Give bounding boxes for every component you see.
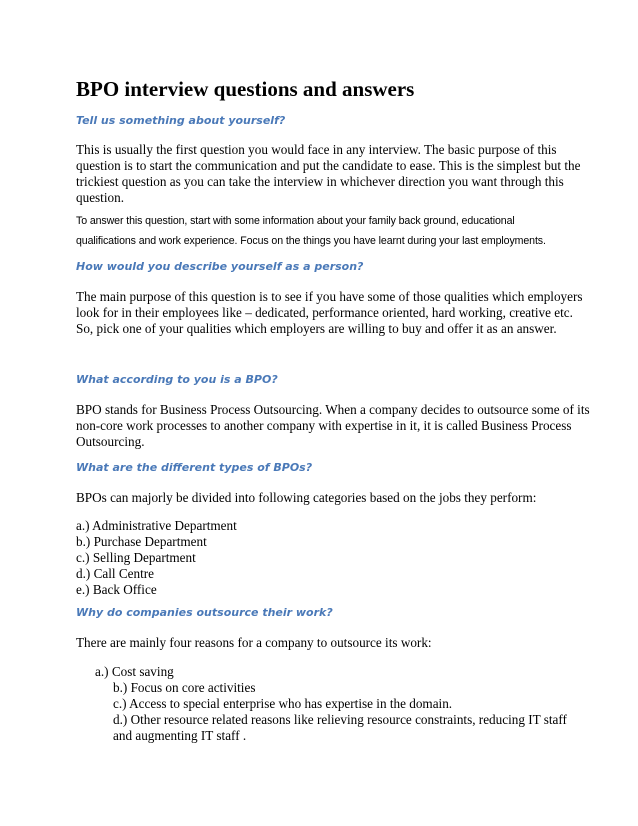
list-item: a.) Cost saving: [95, 664, 174, 679]
text-line: BPOs can majorly be divided into following categories based on the jobs they perform:: [76, 490, 537, 505]
text-line: Outsourcing.: [76, 434, 145, 449]
list-item: and augmenting IT staff .: [113, 728, 247, 743]
text-line: question is to start the communication and put the candidate to ease. This is the simplest but the: [76, 158, 581, 173]
list-item: b.) Focus on core activities: [113, 680, 256, 695]
text-line: BPO stands for Business Process Outsourcing. When a company decides to outsource some of its: [76, 402, 590, 417]
answer-paragraph: [76, 289, 583, 337]
list-item: a.) Administrative Department: [76, 518, 237, 533]
text-line: The main purpose of this question is to see if you have some of those qualities which employers: [76, 289, 583, 304]
list-item: d.) Other resource related reasons like relieving resource constraints, reducing IT staff: [113, 712, 567, 727]
list-item: e.) Back Office: [76, 582, 157, 597]
text-line: question.: [76, 190, 124, 205]
answer-paragraph: [76, 211, 576, 251]
text-line: trickiest question as you can take the interview in whichever direction you want through this: [76, 174, 564, 189]
question-heading: What according to you is a BPO?: [76, 373, 278, 386]
question-heading: What are the different types of BPOs?: [76, 461, 313, 474]
text-line: This is usually the first question you would face in any interview. The basic purpose of this: [76, 142, 557, 157]
question-heading: Tell us something about yourself?: [76, 114, 286, 127]
text-line: To answer this question, start with some information about your family back ground, educational: [76, 215, 515, 227]
answer-paragraph: [76, 635, 576, 651]
page-title: BPO interview questions and answers: [76, 77, 415, 101]
text-line: There are mainly four reasons for a company to outsource its work:: [76, 635, 432, 650]
question-heading: Why do companies outsource their work?: [76, 606, 333, 619]
list-item: b.) Purchase Department: [76, 534, 207, 549]
answer-paragraph: [76, 402, 590, 450]
types-list: [76, 518, 576, 598]
reasons-list: [76, 664, 576, 744]
text-line: non-core work processes to another company with expertise in it, it is called Business Process: [76, 418, 572, 433]
question-heading: How would you describe yourself as a person?: [76, 260, 364, 273]
answer-paragraph: [76, 490, 576, 506]
text-line: So, pick one of your qualities which employers are willing to buy and offer it as an answer.: [76, 321, 557, 336]
list-item: c.) Selling Department: [76, 550, 196, 565]
list-item: d.) Call Centre: [76, 566, 155, 581]
text-line: qualifications and work experience. Focus on the things you have learnt during your last employments.: [76, 235, 546, 247]
text-line: look for in their employees like – dedicated, performance oriented, hard working, creative etc.: [76, 305, 573, 320]
answer-paragraph: [76, 142, 581, 206]
list-item: c.) Access to special enterprise who has expertise in the domain.: [113, 696, 453, 711]
